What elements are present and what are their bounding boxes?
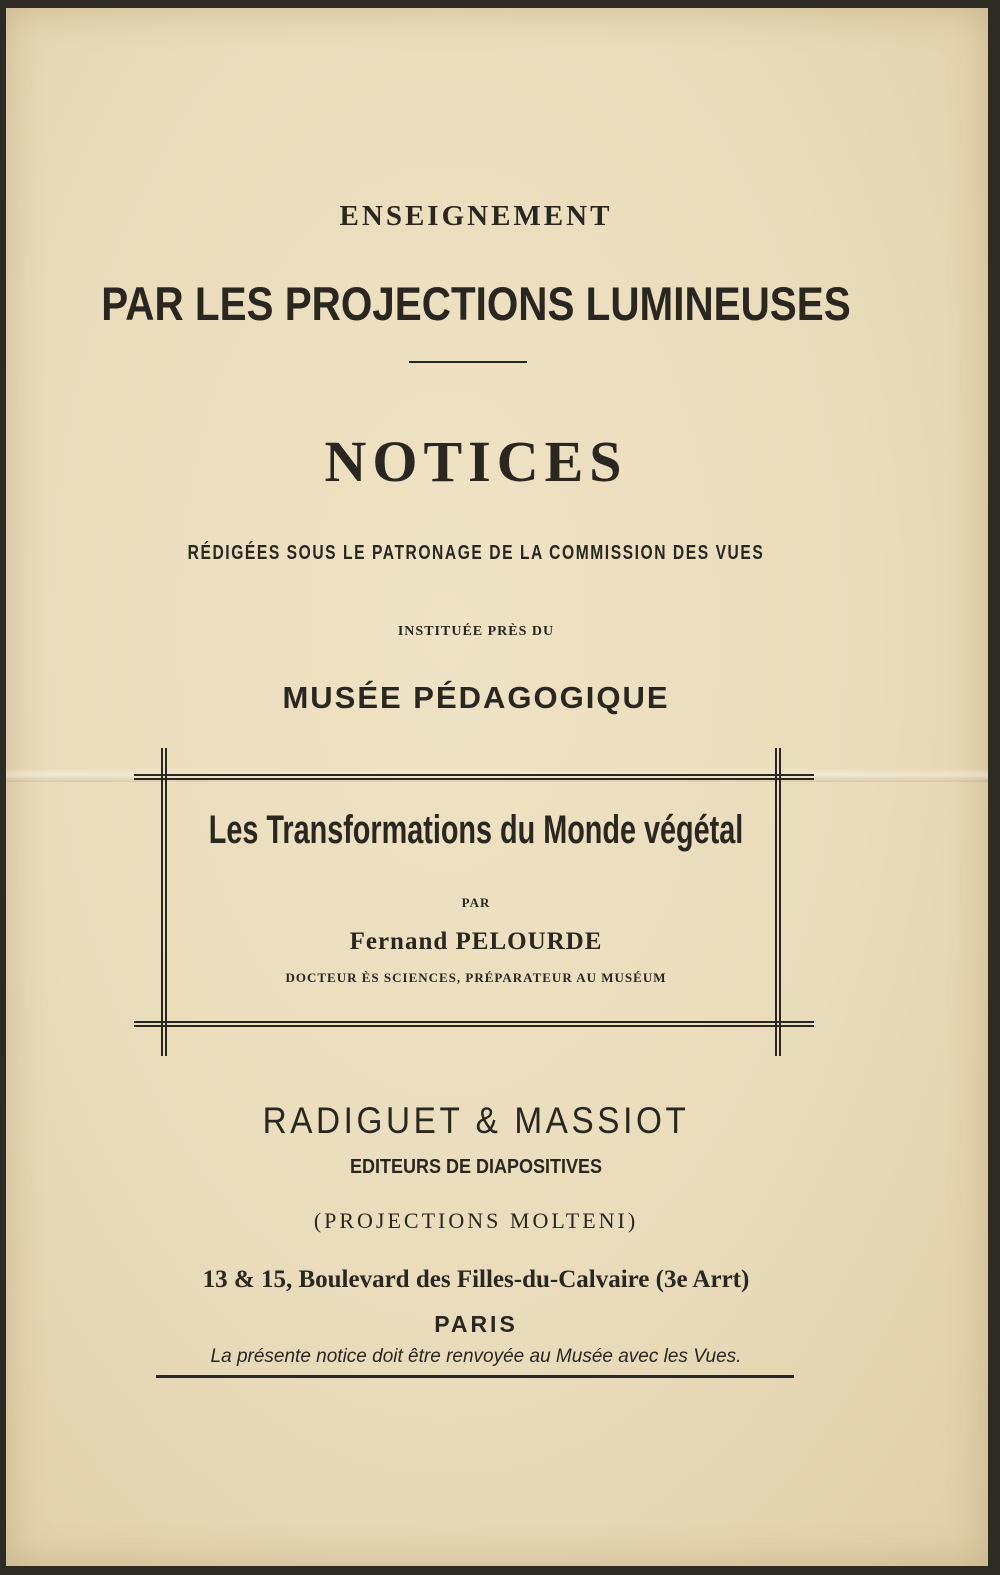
divider-rule xyxy=(409,361,527,363)
instituted-line: INSTITUÉE PRÈS DU xyxy=(397,624,555,639)
frame-top-rule xyxy=(134,774,814,780)
publisher-name: RADIGUET & MASSIOT xyxy=(262,1100,690,1141)
document-page xyxy=(6,8,988,1566)
author-name: Fernand PELOURDE xyxy=(349,928,603,955)
museum-name: MUSÉE PÉDAGOGIQUE xyxy=(282,680,670,715)
return-notice: La présente notice doit être renvoyée au Musée avec les Vues. xyxy=(210,1346,742,1367)
publisher-note: (PROJECTIONS MOLTENI) xyxy=(313,1208,639,1233)
work-title: Les Transformations du Monde végétal xyxy=(208,808,744,852)
header-line-2: PAR LES PROJECTIONS LUMINEUSES xyxy=(101,277,851,330)
bottom-rule xyxy=(156,1375,794,1378)
main-title: NOTICES xyxy=(324,429,628,494)
subtitle: RÉDIGÉES SOUS LE PATRONAGE DE LA COMMISSION DES VUES xyxy=(187,542,765,564)
publisher-city: PARIS xyxy=(434,1311,518,1337)
publisher-address: 13 & 15, Boulevard des Filles-du-Calvaire (3e Arrt) xyxy=(202,1266,750,1293)
frame-bottom-rule xyxy=(134,1021,814,1027)
publisher-role: EDITEURS DE DIAPOSITIVES xyxy=(349,1156,603,1178)
by-label: PAR xyxy=(461,895,491,910)
author-title: DOCTEUR ÈS SCIENCES, PRÉPARATEUR AU MUSÉUM xyxy=(285,970,667,985)
header-line-1: ENSEIGNEMENT xyxy=(339,200,613,232)
